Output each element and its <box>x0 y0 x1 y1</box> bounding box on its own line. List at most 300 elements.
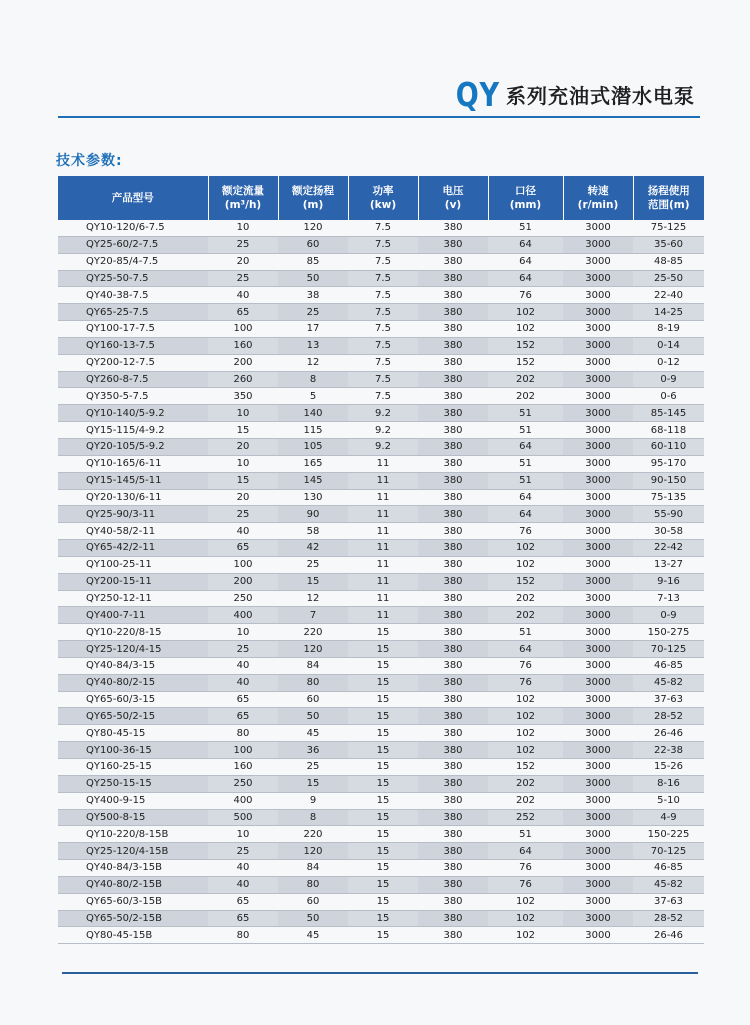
cell-voltage: 380 <box>418 860 488 877</box>
cell-head-range: 8-19 <box>633 321 704 338</box>
cell-flow: 200 <box>208 354 278 371</box>
cell-flow: 100 <box>208 321 278 338</box>
table-row <box>58 607 704 624</box>
cell-head-range: 37-63 <box>633 893 704 910</box>
cell-speed: 3000 <box>563 354 633 371</box>
cell-flow: 260 <box>208 371 278 388</box>
cell-head-range: 13-27 <box>633 556 704 573</box>
cell-flow: 100 <box>208 556 278 573</box>
cell-voltage: 380 <box>418 792 488 809</box>
cell-diameter: 51 <box>488 220 563 236</box>
cell-model: QY15-145/5-11 <box>58 472 208 489</box>
cell-model: QY10-140/5-9.2 <box>58 405 208 422</box>
cell-head-range: 22-42 <box>633 540 704 557</box>
cell-power: 15 <box>348 674 418 691</box>
table-row <box>58 405 704 422</box>
cell-head: 7 <box>278 607 348 624</box>
section-label: 技术参数: <box>56 153 123 169</box>
cell-head: 15 <box>278 573 348 590</box>
cell-speed: 3000 <box>563 371 633 388</box>
cell-model: QY250-15-15 <box>58 775 208 792</box>
cell-diameter: 51 <box>488 455 563 472</box>
cell-power: 7.5 <box>348 220 418 236</box>
cell-flow: 250 <box>208 775 278 792</box>
cell-power: 15 <box>348 792 418 809</box>
cell-voltage: 380 <box>418 371 488 388</box>
cell-model: QY400-7-11 <box>58 607 208 624</box>
cell-diameter: 152 <box>488 759 563 776</box>
cell-head: 60 <box>278 691 348 708</box>
cell-diameter: 102 <box>488 725 563 742</box>
table-row <box>58 523 704 540</box>
cell-head-range: 150-275 <box>633 624 704 641</box>
cell-voltage: 380 <box>418 759 488 776</box>
cell-flow: 20 <box>208 489 278 506</box>
cell-flow: 65 <box>208 540 278 557</box>
cell-voltage: 380 <box>418 304 488 321</box>
cell-head: 15 <box>278 775 348 792</box>
cell-head-range: 26-46 <box>633 927 704 944</box>
header-head: 额定扬程 (m) <box>278 176 348 220</box>
cell-model: QY25-120/4-15 <box>58 641 208 658</box>
cell-head: 220 <box>278 826 348 843</box>
cell-flow: 80 <box>208 725 278 742</box>
cell-model: QY200-15-11 <box>58 573 208 590</box>
cell-voltage: 380 <box>418 843 488 860</box>
table-row <box>58 708 704 725</box>
table-row <box>58 506 704 523</box>
table-row <box>58 590 704 607</box>
cell-head: 12 <box>278 590 348 607</box>
cell-diameter: 102 <box>488 691 563 708</box>
cell-head: 90 <box>278 506 348 523</box>
cell-flow: 100 <box>208 742 278 759</box>
table-header-row <box>58 176 704 220</box>
cell-model: QY10-165/6-11 <box>58 455 208 472</box>
cell-flow: 160 <box>208 759 278 776</box>
cell-voltage: 380 <box>418 927 488 944</box>
table-row <box>58 540 704 557</box>
cell-diameter: 102 <box>488 556 563 573</box>
cell-voltage: 380 <box>418 438 488 455</box>
cell-head: 105 <box>278 438 348 455</box>
cell-flow: 10 <box>208 220 278 236</box>
cell-head: 25 <box>278 304 348 321</box>
cell-flow: 65 <box>208 708 278 725</box>
cell-speed: 3000 <box>563 304 633 321</box>
cell-head: 12 <box>278 354 348 371</box>
cell-flow: 500 <box>208 809 278 826</box>
cell-diameter: 64 <box>488 489 563 506</box>
cell-speed: 3000 <box>563 422 633 439</box>
cell-voltage: 380 <box>418 220 488 236</box>
cell-voltage: 380 <box>418 893 488 910</box>
table-row <box>58 691 704 708</box>
cell-flow: 10 <box>208 826 278 843</box>
cell-model: QY20-105/5-9.2 <box>58 438 208 455</box>
cell-speed: 3000 <box>563 657 633 674</box>
cell-power: 11 <box>348 472 418 489</box>
cell-head-range: 35-60 <box>633 236 704 253</box>
cell-diameter: 102 <box>488 708 563 725</box>
table-row <box>58 253 704 270</box>
cell-speed: 3000 <box>563 270 633 287</box>
cell-head: 80 <box>278 876 348 893</box>
spec-table <box>58 176 704 944</box>
cell-power: 7.5 <box>348 236 418 253</box>
cell-flow: 40 <box>208 287 278 304</box>
cell-speed: 3000 <box>563 590 633 607</box>
cell-model: QY65-42/2-11 <box>58 540 208 557</box>
cell-speed: 3000 <box>563 455 633 472</box>
cell-power: 15 <box>348 708 418 725</box>
brand-logo: QY <box>455 75 500 114</box>
cell-power: 15 <box>348 809 418 826</box>
cell-flow: 25 <box>208 843 278 860</box>
cell-flow: 40 <box>208 876 278 893</box>
cell-voltage: 380 <box>418 725 488 742</box>
cell-flow: 350 <box>208 388 278 405</box>
cell-diameter: 51 <box>488 624 563 641</box>
cell-speed: 3000 <box>563 321 633 338</box>
cell-speed: 3000 <box>563 792 633 809</box>
cell-head: 165 <box>278 455 348 472</box>
cell-speed: 3000 <box>563 506 633 523</box>
cell-voltage: 380 <box>418 573 488 590</box>
cell-speed: 3000 <box>563 927 633 944</box>
cell-model: QY10-120/6-7.5 <box>58 220 208 236</box>
cell-model: QY65-50/2-15 <box>58 708 208 725</box>
table-row <box>58 304 704 321</box>
cell-model: QY200-12-7.5 <box>58 354 208 371</box>
cell-diameter: 102 <box>488 321 563 338</box>
cell-model: QY160-25-15 <box>58 759 208 776</box>
header-diameter: 口径 (mm) <box>488 176 563 220</box>
cell-model: QY65-25-7.5 <box>58 304 208 321</box>
header-voltage: 电压 (v) <box>418 176 488 220</box>
cell-power: 9.2 <box>348 405 418 422</box>
cell-speed: 3000 <box>563 641 633 658</box>
table-row <box>58 641 704 658</box>
cell-diameter: 202 <box>488 371 563 388</box>
cell-model: QY40-38-7.5 <box>58 287 208 304</box>
cell-diameter: 51 <box>488 472 563 489</box>
table-row <box>58 792 704 809</box>
cell-voltage: 380 <box>418 674 488 691</box>
cell-flow: 65 <box>208 893 278 910</box>
cell-speed: 3000 <box>563 826 633 843</box>
cell-model: QY15-115/4-9.2 <box>58 422 208 439</box>
cell-speed: 3000 <box>563 893 633 910</box>
cell-voltage: 380 <box>418 590 488 607</box>
cell-power: 15 <box>348 775 418 792</box>
cell-speed: 3000 <box>563 843 633 860</box>
cell-diameter: 202 <box>488 607 563 624</box>
cell-model: QY65-60/3-15 <box>58 691 208 708</box>
cell-speed: 3000 <box>563 573 633 590</box>
cell-voltage: 380 <box>418 910 488 927</box>
cell-head-range: 28-52 <box>633 910 704 927</box>
cell-flow: 10 <box>208 455 278 472</box>
cell-flow: 400 <box>208 792 278 809</box>
cell-diameter: 76 <box>488 860 563 877</box>
table-row <box>58 809 704 826</box>
cell-model: QY100-36-15 <box>58 742 208 759</box>
cell-head: 60 <box>278 236 348 253</box>
cell-diameter: 64 <box>488 843 563 860</box>
cell-speed: 3000 <box>563 809 633 826</box>
cell-head: 120 <box>278 641 348 658</box>
cell-diameter: 152 <box>488 573 563 590</box>
cell-diameter: 76 <box>488 287 563 304</box>
cell-flow: 65 <box>208 910 278 927</box>
cell-diameter: 51 <box>488 826 563 843</box>
cell-model: QY40-80/2-15 <box>58 674 208 691</box>
cell-voltage: 380 <box>418 270 488 287</box>
cell-voltage: 380 <box>418 691 488 708</box>
cell-model: QY40-80/2-15B <box>58 876 208 893</box>
cell-voltage: 380 <box>418 742 488 759</box>
cell-model: QY400-9-15 <box>58 792 208 809</box>
cell-speed: 3000 <box>563 556 633 573</box>
cell-head-range: 46-85 <box>633 657 704 674</box>
cell-model: QY100-17-7.5 <box>58 321 208 338</box>
cell-flow: 25 <box>208 270 278 287</box>
cell-power: 15 <box>348 725 418 742</box>
cell-head-range: 68-118 <box>633 422 704 439</box>
cell-head: 17 <box>278 321 348 338</box>
cell-power: 7.5 <box>348 321 418 338</box>
cell-head-range: 26-46 <box>633 725 704 742</box>
cell-head: 8 <box>278 809 348 826</box>
cell-head: 145 <box>278 472 348 489</box>
cell-diameter: 64 <box>488 506 563 523</box>
cell-head: 8 <box>278 371 348 388</box>
cell-head: 45 <box>278 725 348 742</box>
cell-speed: 3000 <box>563 775 633 792</box>
cell-model: QY10-220/8-15B <box>58 826 208 843</box>
cell-diameter: 202 <box>488 590 563 607</box>
cell-head-range: 45-82 <box>633 876 704 893</box>
cell-voltage: 380 <box>418 287 488 304</box>
table-row <box>58 893 704 910</box>
cell-head-range: 0-9 <box>633 371 704 388</box>
cell-voltage: 380 <box>418 657 488 674</box>
cell-head-range: 55-90 <box>633 506 704 523</box>
cell-head: 42 <box>278 540 348 557</box>
cell-power: 15 <box>348 641 418 658</box>
cell-head-range: 14-25 <box>633 304 704 321</box>
cell-voltage: 380 <box>418 641 488 658</box>
cell-flow: 160 <box>208 337 278 354</box>
page-header <box>446 66 695 114</box>
table-row <box>58 826 704 843</box>
cell-diameter: 152 <box>488 337 563 354</box>
footer-divider <box>62 972 698 974</box>
cell-voltage: 380 <box>418 556 488 573</box>
cell-voltage: 380 <box>418 607 488 624</box>
cell-head-range: 0-6 <box>633 388 704 405</box>
cell-power: 15 <box>348 826 418 843</box>
cell-power: 15 <box>348 691 418 708</box>
table-row <box>58 674 704 691</box>
cell-speed: 3000 <box>563 624 633 641</box>
cell-speed: 3000 <box>563 388 633 405</box>
cell-head-range: 70-125 <box>633 843 704 860</box>
cell-flow: 25 <box>208 236 278 253</box>
cell-power: 7.5 <box>348 287 418 304</box>
cell-head-range: 46-85 <box>633 860 704 877</box>
table-row <box>58 337 704 354</box>
cell-model: QY10-220/8-15 <box>58 624 208 641</box>
cell-head-range: 0-9 <box>633 607 704 624</box>
cell-head: 120 <box>278 843 348 860</box>
cell-speed: 3000 <box>563 674 633 691</box>
cell-speed: 3000 <box>563 438 633 455</box>
cell-voltage: 380 <box>418 388 488 405</box>
table-row <box>58 775 704 792</box>
table-row <box>58 438 704 455</box>
cell-diameter: 51 <box>488 422 563 439</box>
cell-diameter: 51 <box>488 405 563 422</box>
cell-flow: 15 <box>208 422 278 439</box>
cell-voltage: 380 <box>418 708 488 725</box>
cell-model: QY80-45-15B <box>58 927 208 944</box>
table-body <box>58 220 704 944</box>
header-head-range: 扬程使用 范围(m) <box>633 176 704 220</box>
cell-power: 15 <box>348 657 418 674</box>
cell-flow: 40 <box>208 657 278 674</box>
cell-speed: 3000 <box>563 220 633 236</box>
cell-power: 11 <box>348 607 418 624</box>
cell-power: 7.5 <box>348 270 418 287</box>
cell-model: QY500-8-15 <box>58 809 208 826</box>
cell-power: 15 <box>348 893 418 910</box>
cell-head-range: 95-170 <box>633 455 704 472</box>
cell-diameter: 102 <box>488 893 563 910</box>
cell-power: 15 <box>348 759 418 776</box>
table-row <box>58 556 704 573</box>
cell-power: 11 <box>348 540 418 557</box>
cell-head-range: 48-85 <box>633 253 704 270</box>
cell-speed: 3000 <box>563 337 633 354</box>
cell-head: 25 <box>278 556 348 573</box>
header-speed: 转速 (r/min) <box>563 176 633 220</box>
cell-power: 7.5 <box>348 253 418 270</box>
cell-flow: 250 <box>208 590 278 607</box>
page-title: 系列充油式潜水电泵 <box>506 84 695 108</box>
cell-diameter: 76 <box>488 674 563 691</box>
cell-voltage: 380 <box>418 809 488 826</box>
cell-head-range: 4-9 <box>633 809 704 826</box>
cell-head: 50 <box>278 270 348 287</box>
cell-flow: 40 <box>208 523 278 540</box>
cell-speed: 3000 <box>563 489 633 506</box>
table-row <box>58 876 704 893</box>
table-row <box>58 354 704 371</box>
cell-head: 50 <box>278 910 348 927</box>
cell-voltage: 380 <box>418 523 488 540</box>
cell-voltage: 380 <box>418 489 488 506</box>
cell-flow: 65 <box>208 304 278 321</box>
table-row <box>58 388 704 405</box>
cell-voltage: 380 <box>418 253 488 270</box>
cell-diameter: 202 <box>488 388 563 405</box>
cell-model: QY80-45-15 <box>58 725 208 742</box>
cell-speed: 3000 <box>563 725 633 742</box>
cell-head: 115 <box>278 422 348 439</box>
cell-head: 45 <box>278 927 348 944</box>
cell-head-range: 28-52 <box>633 708 704 725</box>
cell-voltage: 380 <box>418 775 488 792</box>
cell-power: 7.5 <box>348 304 418 321</box>
cell-speed: 3000 <box>563 405 633 422</box>
cell-diameter: 102 <box>488 540 563 557</box>
table-row <box>58 742 704 759</box>
cell-voltage: 380 <box>418 422 488 439</box>
table-row <box>58 321 704 338</box>
table-row <box>58 236 704 253</box>
cell-power: 15 <box>348 742 418 759</box>
table-row <box>58 270 704 287</box>
cell-power: 11 <box>348 506 418 523</box>
cell-speed: 3000 <box>563 910 633 927</box>
cell-diameter: 64 <box>488 253 563 270</box>
cell-head-range: 70-125 <box>633 641 704 658</box>
cell-diameter: 64 <box>488 438 563 455</box>
cell-head-range: 75-135 <box>633 489 704 506</box>
cell-head: 9 <box>278 792 348 809</box>
cell-diameter: 64 <box>488 270 563 287</box>
cell-head-range: 37-63 <box>633 691 704 708</box>
cell-model: QY20-130/6-11 <box>58 489 208 506</box>
cell-model: QY25-90/3-11 <box>58 506 208 523</box>
cell-voltage: 380 <box>418 876 488 893</box>
table-row <box>58 725 704 742</box>
table-row <box>58 624 704 641</box>
cell-speed: 3000 <box>563 742 633 759</box>
table-row <box>58 371 704 388</box>
cell-flow: 20 <box>208 253 278 270</box>
cell-diameter: 202 <box>488 792 563 809</box>
cell-diameter: 102 <box>488 304 563 321</box>
cell-flow: 40 <box>208 860 278 877</box>
cell-flow: 65 <box>208 691 278 708</box>
cell-head-range: 22-38 <box>633 742 704 759</box>
cell-head-range: 5-10 <box>633 792 704 809</box>
cell-voltage: 380 <box>418 337 488 354</box>
cell-speed: 3000 <box>563 523 633 540</box>
cell-head-range: 22-40 <box>633 287 704 304</box>
cell-speed: 3000 <box>563 607 633 624</box>
table-row <box>58 472 704 489</box>
table-row <box>58 860 704 877</box>
cell-head-range: 75-125 <box>633 220 704 236</box>
cell-head: 36 <box>278 742 348 759</box>
cell-model: QY65-60/3-15B <box>58 893 208 910</box>
cell-power: 9.2 <box>348 438 418 455</box>
cell-head-range: 150-225 <box>633 826 704 843</box>
cell-model: QY25-60/2-7.5 <box>58 236 208 253</box>
cell-model: QY65-50/2-15B <box>58 910 208 927</box>
cell-model: QY350-5-7.5 <box>58 388 208 405</box>
cell-speed: 3000 <box>563 472 633 489</box>
cell-model: QY160-13-7.5 <box>58 337 208 354</box>
table-row <box>58 573 704 590</box>
header-divider <box>58 116 700 118</box>
cell-speed: 3000 <box>563 236 633 253</box>
table-row <box>58 843 704 860</box>
